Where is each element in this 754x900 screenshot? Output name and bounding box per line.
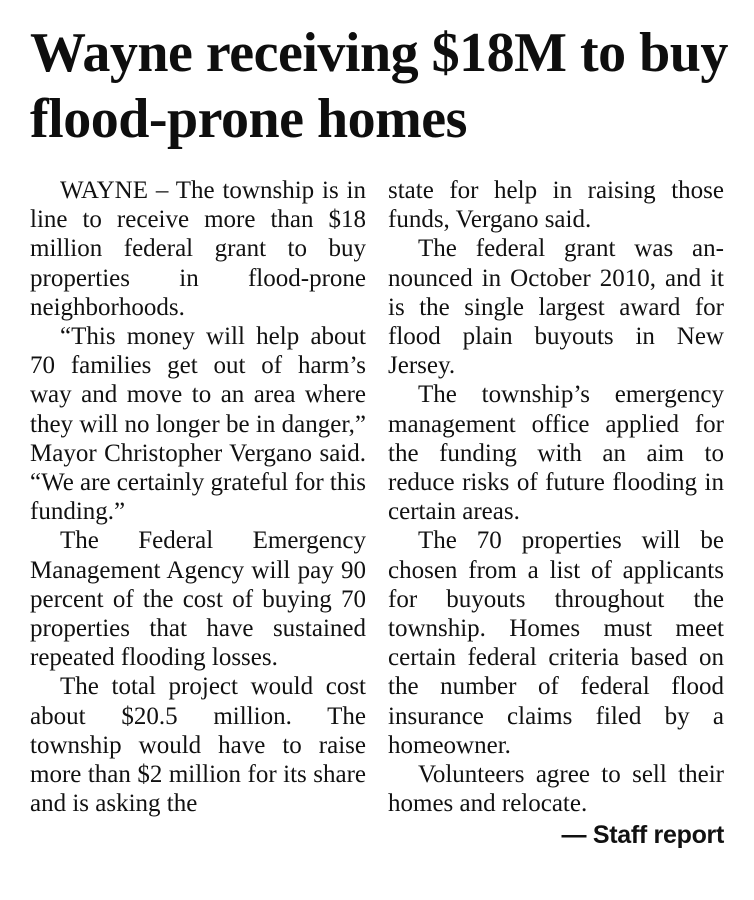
paragraph: The Federal Emergency Management Agency will pay 90 percent of the cost of buying 70 properties that have sustained repeated flooding losses. — [30, 527, 366, 672]
paragraph: “This money will help about 70 families get out of harm’s way and move to an area where they will no longer be in danger,” Mayor Christopher Vergano said. “We are certainly grateful for this funding.” — [30, 323, 367, 526]
paragraph: The township’s emergency management office applied for the funding with an aim to reduce risks of future flooding in certain areas. — [388, 381, 724, 526]
paragraph: state for help in raising those funds, Vergano said. — [388, 177, 724, 234]
paragraph: Volunteers agree to sell their homes and relocate. — [388, 761, 724, 818]
headline: Wayne receiving $18M to buy flood-prone homes — [30, 22, 728, 150]
paragraph: The total project would cost about $20.5 million. The township would have to raise more than $2 million for its share and is asking the — [30, 673, 366, 818]
article-column-left — [30, 176, 366, 818]
article-column-right — [388, 176, 724, 850]
paragraph: The federal grant was announced in October 2010, and it is the single largest award for flood plain buyouts in New Jersey. — [388, 235, 724, 380]
paragraph: The 70 properties will be chosen from a list of applicants for buyouts throughout the township. Homes must meet certain federal criteria based on the number of federal flood insurance claims filed by a homeowner. — [388, 527, 724, 759]
byline: — Staff report — [561, 821, 724, 850]
paragraph: WAYNE – The township is in line to receive more than $18 million federal grant to buy properties in flood-prone neighborhoods. — [30, 177, 366, 321]
